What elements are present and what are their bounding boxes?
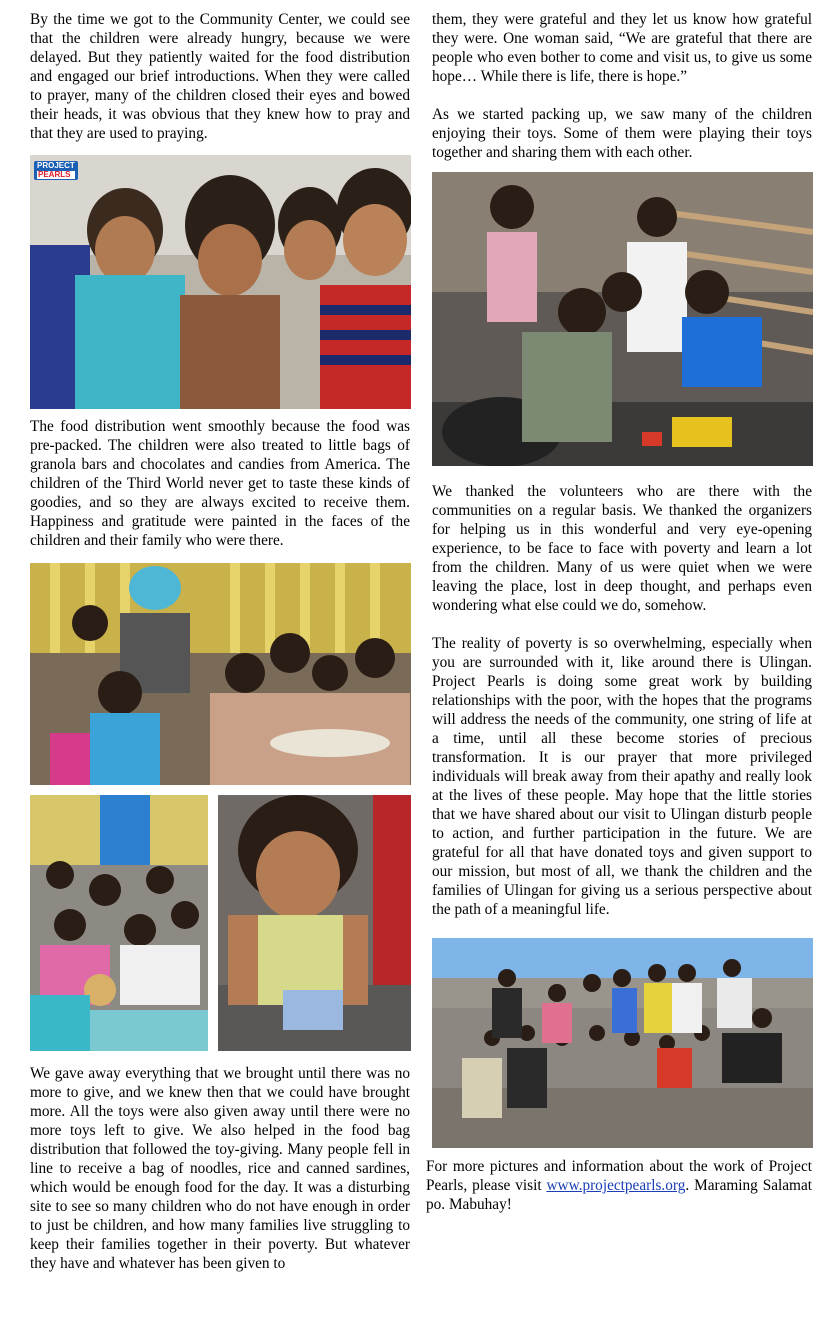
- paragraph-gratitude: them, they were grateful and they let us know how grateful they were. One woman said, “We are grateful that there are people who even bother to come and visit us, to give us some hope… While there is life, there is hope.”: [432, 11, 812, 85]
- footer-paragraph: [426, 1157, 812, 1214]
- photo-children-playing-toys: [432, 172, 813, 466]
- paragraph-giving: We gave away everything that we brought until there was no more to give, and we knew then that we could have brought more. All the toys were also given away until there were no more toys left to give. We also helped in the food bag distribution that followed the toy-giving. Many people fell in line to receive a bag of noodles, rice and canned sardines, which would be enough food for the day. It was a disturbing site to see so many children who do not have enough in order to just be children, and how many families live struggling to keep their families together in their poverty. But whatever they have and whatever has been given to: [30, 1065, 410, 1272]
- project-pearls-logo: PROJECT PEARLS: [34, 161, 78, 180]
- paragraph-thanks: We thanked the volunteers who are there with the communities on a regular basis. We thanked the organizers for helping us in this wonderful and very eye-opening experience, to be face to face with poverty and learn a lot from the children. Many of us were quiet when we were leaving the place, lost in deep thought, and perhaps even wondering what else could we do, somehow.: [432, 483, 812, 614]
- photo-children-crowd: [30, 795, 208, 1051]
- paragraph-reality-of-poverty: The reality of poverty is so overwhelming, especially when you are surrounded with it, like around there is Ulingan. Project Pearls is doing some great work by building relationships with the poor, with the hopes that the programs will address the needs of the community, one string of life at a time, until all these become stories of precious transformation. It is our prayer that more privileged individuals will break away from their apathy and really look at the lives of these people. May hope that the little stories that we have shared about our visit to Ulingan disturb people to action, and further participation in the future. We are grateful for all that have donated toys and given support to our mission, but most of all, we thank the children and the families of Ulingan for giving us a serious perspective about the path of a meaningful life.: [432, 635, 812, 918]
- paragraph-packing-up: As we started packing up, we saw many of the children enjoying their toys. Some of them were playing their toys together and sharing them with each other.: [432, 106, 812, 161]
- paragraph-food-distribution: The food distribution went smoothly because the food was pre-packed. The children were also treated to little bags of granola bars and chocolates and candies from America. The children of the Third World never get to taste these kinds of goodies, and so they are always excited to receive them. Happiness and gratitude were painted in the faces of the children and their family who were there.: [30, 418, 410, 549]
- right-column: [426, 10, 812, 1214]
- photo-girl-with-snack: [218, 795, 411, 1051]
- left-column: [30, 10, 410, 1273]
- photo-children-praying: [30, 155, 411, 409]
- photo-children-eating: [30, 563, 411, 785]
- website-link[interactable]: www.projectpearls.org: [546, 1177, 686, 1194]
- footer-text-before: For more pictures and information about the work of Project Pearls, please visit: [426, 1158, 812, 1194]
- footer-text-after: . Maraming Salamat po. Mabuhay!: [426, 1177, 812, 1213]
- photo-group: [432, 938, 813, 1148]
- paragraph-arrival: By the time we got to the Community Center, we could see that the children were already hungry, because we were delayed. But they patiently waited for the food distribution and engaged our brief introductions. When they were called to prayer, many of the children closed their eyes and bowed their heads, it was obvious that they knew how to pray and that they are used to praying.: [30, 11, 410, 142]
